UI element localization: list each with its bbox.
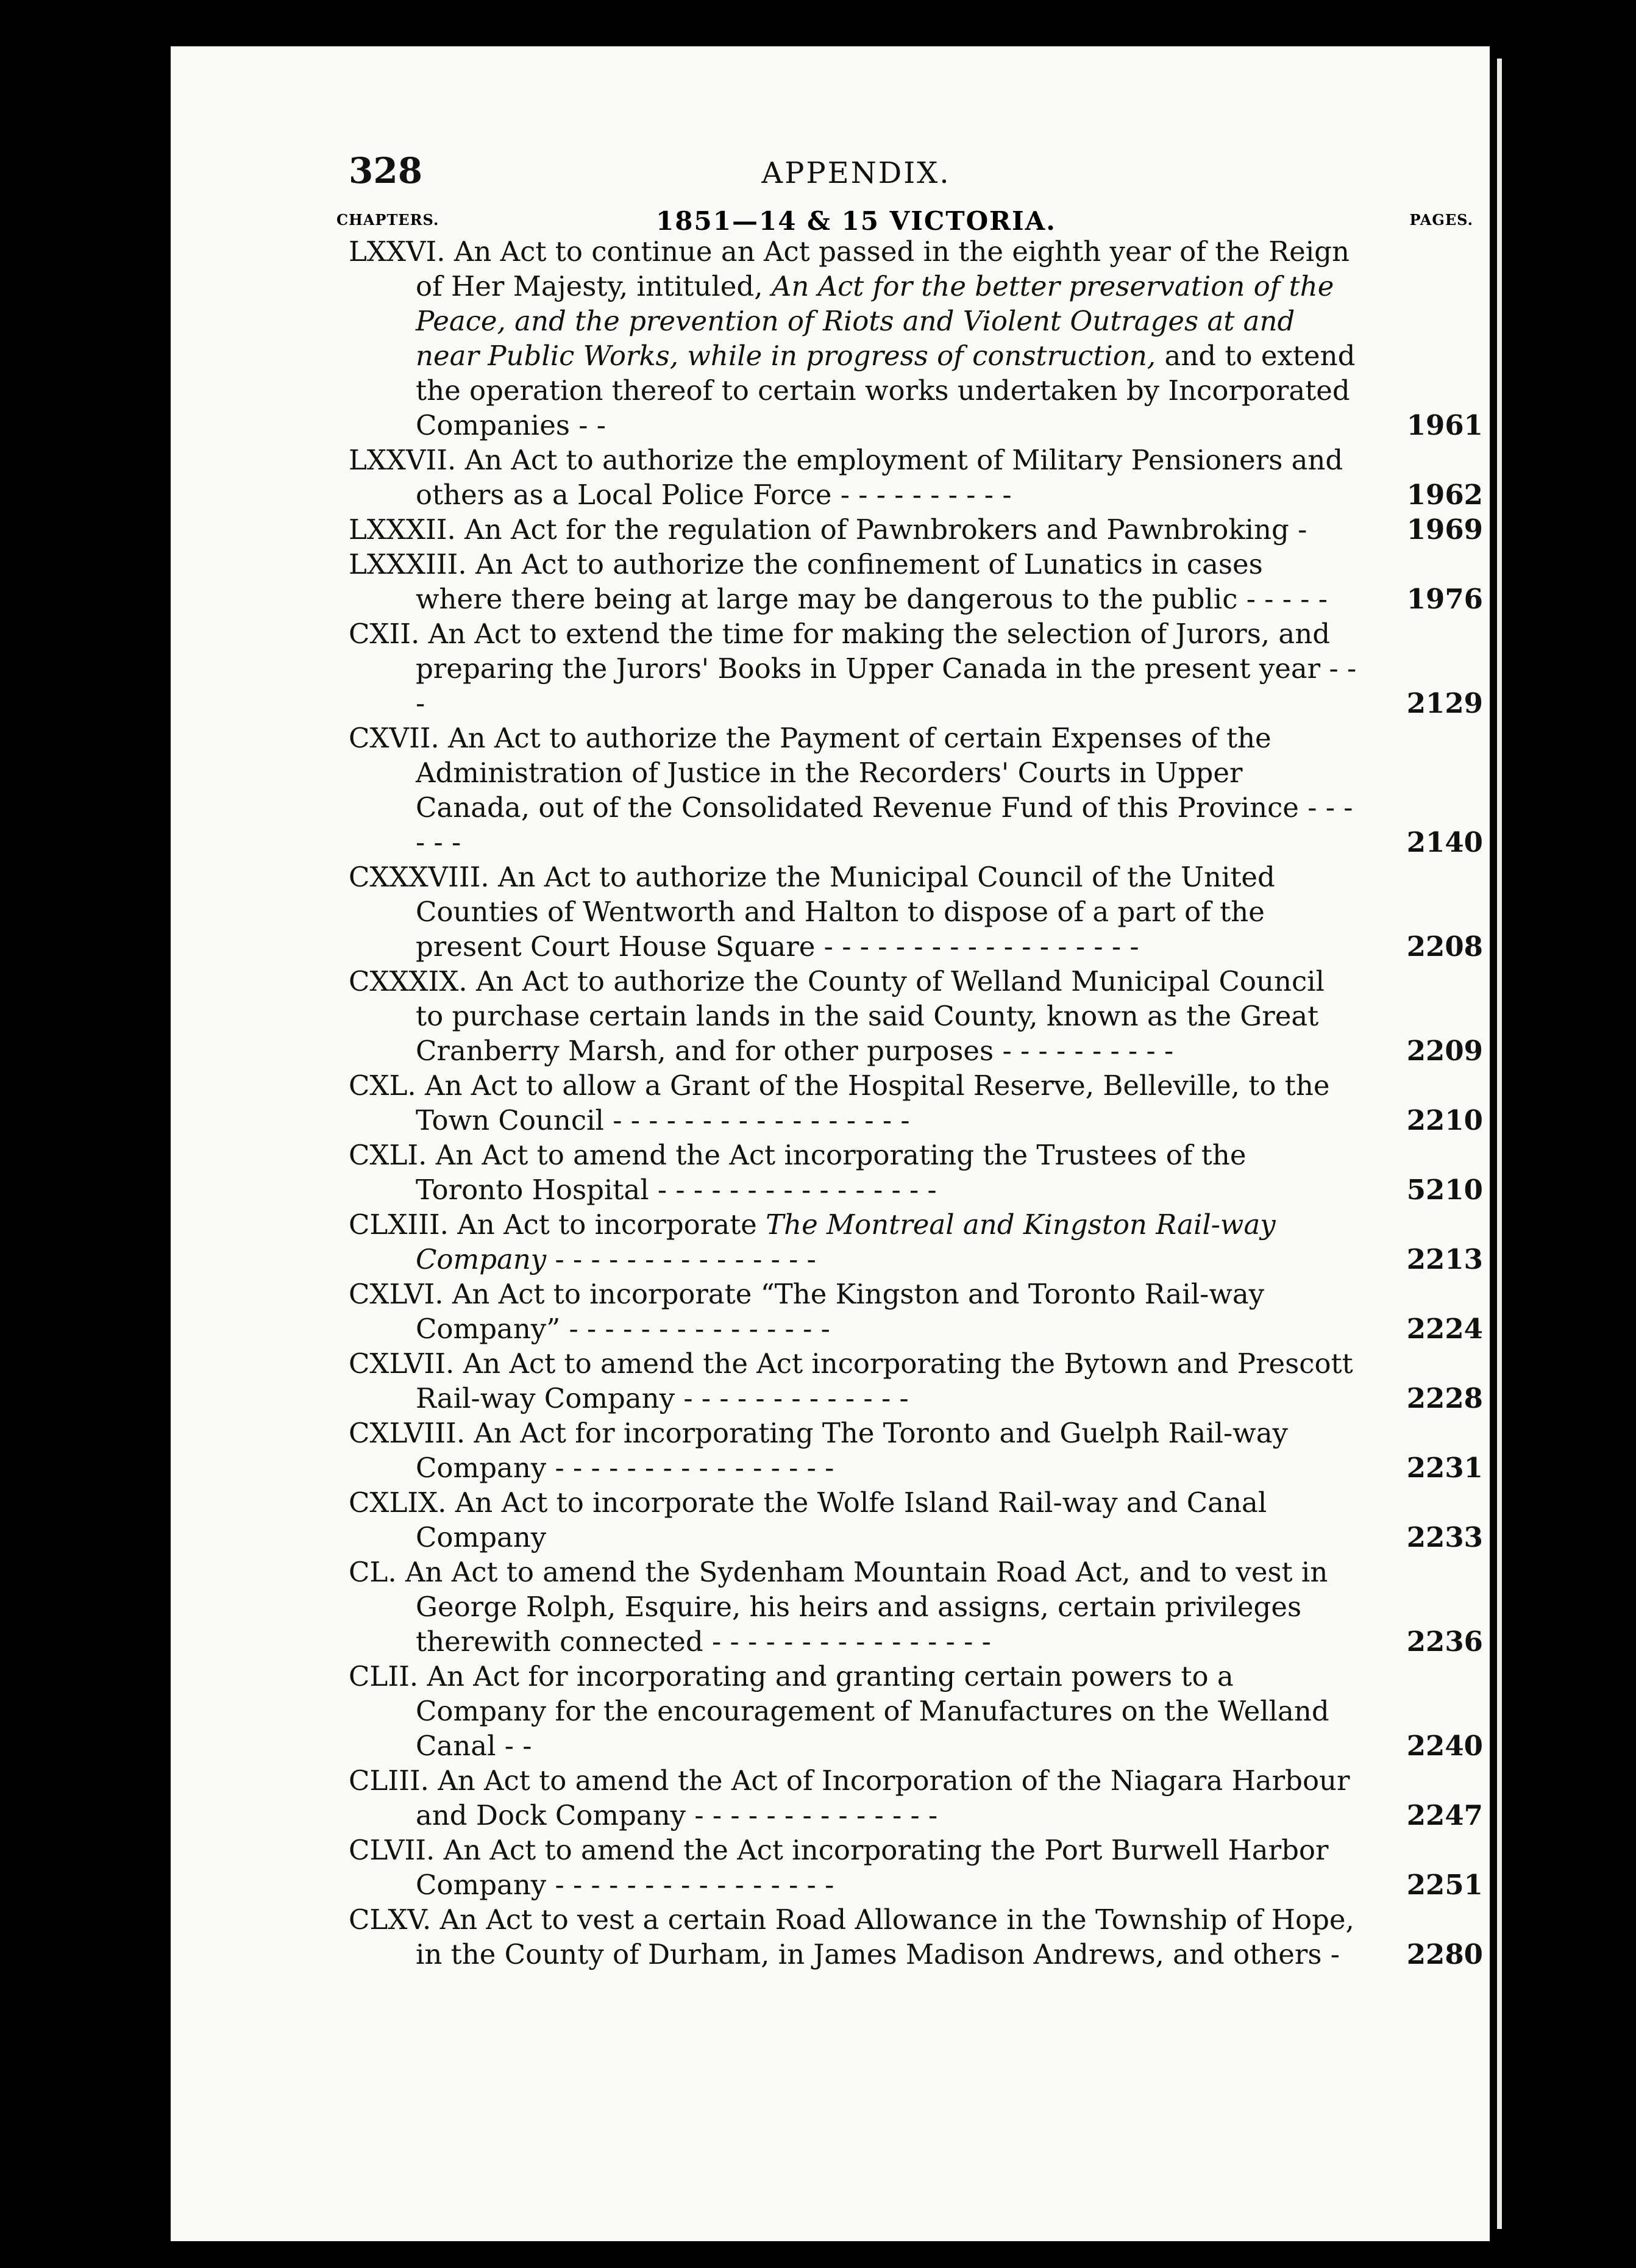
- act-title: An Act to incorporate the Wolfe Island Rail-way and Canal Company: [416, 1486, 1267, 1553]
- page-reference: 2251: [1406, 1869, 1483, 1901]
- page-reference: 1962: [1406, 479, 1483, 511]
- chapter-number: LXXVII.: [349, 444, 457, 476]
- act-title: An Act to vest a certain Road Allowance in the Township of Hope, in the County of Durham, in James Madison Andrews, and others -: [416, 1903, 1354, 1970]
- page-edge: [1497, 59, 1502, 2229]
- act-title: An Act to amend the Act incorporating the Bytown and Prescott Rail-way Company - - - - - - - - - - - - -: [416, 1347, 1353, 1414]
- act-title: An Act to authorize the confinement of Lunatics in cases where there being at large may be dangerous to the public - - - - -: [416, 548, 1328, 615]
- page-reference: 2228: [1406, 1382, 1483, 1414]
- act-entry: [349, 1833, 1483, 1902]
- act-title: An Act to authorize the employment of Military Pensioners and others as a Local Police Force - - - - - - - - - -: [416, 444, 1343, 511]
- chapter-number: CXII.: [349, 618, 420, 650]
- page-reference: 5210: [1406, 1174, 1483, 1206]
- act-title: An Act to incorporate: [457, 1208, 766, 1241]
- act-title-italic: The Montreal and Kingston Rail-way Company: [416, 1208, 1276, 1275]
- act-title: An Act to authorize the Municipal Council of the United Counties of Wentworth and Halton to dispose of a part of the present Court House Square - - - - - - - - - - - - - - - - - -: [416, 861, 1275, 963]
- chapter-number: CXLI.: [349, 1139, 427, 1171]
- chapter-number: CL.: [349, 1556, 397, 1588]
- chapter-number: CXXXVIII.: [349, 861, 489, 893]
- page-reference: 2129: [1406, 687, 1483, 719]
- act-entry: [349, 1346, 1483, 1416]
- page-reference: 2209: [1406, 1035, 1483, 1067]
- column-headings: [336, 206, 1473, 236]
- page-reference: 2140: [1406, 826, 1483, 858]
- pages-label: PAGES.: [1409, 211, 1473, 229]
- page-reference: 1961: [1406, 409, 1483, 441]
- chapter-number: CXLVII.: [349, 1347, 455, 1380]
- act-entry: [349, 1068, 1483, 1138]
- act-entry: [349, 1485, 1483, 1555]
- page-reference: 2213: [1406, 1243, 1483, 1275]
- acts-list: [349, 234, 1483, 1972]
- act-title: An Act to extend the time for making the selection of Jurors, and preparing the Jurors' Books in Upper Canada in the present year - - -: [416, 618, 1357, 719]
- chapter-number: CLXV.: [349, 1903, 432, 1936]
- act-entry: [349, 1555, 1483, 1659]
- chapters-label: CHAPTERS.: [336, 211, 439, 229]
- page-reference: 2224: [1406, 1313, 1483, 1345]
- page-reference: 2231: [1406, 1452, 1483, 1484]
- page-header: [349, 150, 1364, 206]
- chapter-number: CXXXIX.: [349, 965, 468, 997]
- chapter-number: CXLVI.: [349, 1278, 444, 1310]
- page-content: [336, 150, 1483, 1972]
- chapter-number: LXXXIII.: [349, 548, 467, 580]
- chapter-number: LXXXII.: [349, 513, 456, 546]
- act-title: An Act for incorporating and granting certain powers to a Company for the encouragement of Manufactures on the Welland Canal - -: [416, 1660, 1329, 1762]
- page-reference: 2280: [1406, 1938, 1483, 1970]
- page-reference: 2210: [1406, 1104, 1483, 1136]
- act-entry: [349, 1416, 1483, 1485]
- act-entry: [349, 1277, 1483, 1346]
- act-entry: [349, 721, 1483, 860]
- act-title: An Act to authorize the Payment of certain Expenses of the Administration of Justice in the Recorders' Courts in Upper Canada, out of the Consolidated Revenue Fund of this Province - - - - - -: [416, 722, 1353, 858]
- page-reference: 1976: [1406, 583, 1483, 615]
- chapter-number: CLVII.: [349, 1834, 435, 1866]
- chapter-number: CXL.: [349, 1069, 416, 1102]
- act-title: An Act to amend the Act incorporating the Trustees of the Toronto Hospital - - - - - - - - - - - - - - - -: [416, 1139, 1247, 1206]
- act-title: An Act for incorporating The Toronto and Guelph Rail-way Company - - - - - - - - - - - - - - - -: [416, 1417, 1288, 1484]
- act-entry: [349, 964, 1483, 1068]
- act-entry: [349, 1207, 1483, 1277]
- chapter-number: CXLIX.: [349, 1486, 447, 1519]
- chapter-number: CLXIII.: [349, 1208, 449, 1241]
- act-title: An Act to incorporate “The Kingston and Toronto Rail-way Company” - - - - - - - - - - - - - - -: [416, 1278, 1265, 1345]
- page-reference: 2240: [1406, 1730, 1483, 1762]
- act-entry: [349, 1902, 1483, 1972]
- act-title-continued: - - - - - - - - - - - - - - -: [546, 1243, 816, 1275]
- chapter-number: CLIII.: [349, 1764, 429, 1797]
- act-entry: [349, 547, 1483, 616]
- act-entry: [349, 1763, 1483, 1833]
- act-title-continued: and to extend the operation thereof to certain works undertaken by Incorporated Companies - -: [416, 340, 1356, 441]
- page-reference: 2233: [1406, 1521, 1483, 1553]
- page-reference: 2247: [1406, 1799, 1483, 1831]
- act-entry: [349, 512, 1483, 547]
- page-reference: 2236: [1406, 1625, 1483, 1658]
- act-title-italic: An Act for the better preservation of the Peace, and the prevention of Riots and Violent Outrages at and near Public Works, while in progress of construction,: [416, 270, 1334, 372]
- running-title: APPENDIX.: [761, 156, 951, 190]
- chapter-number: CLII.: [349, 1660, 419, 1692]
- page-number: 328: [349, 150, 423, 191]
- act-entry: [349, 616, 1483, 721]
- act-title: An Act to amend the Act of Incorporation of the Niagara Harbour and Dock Company - - - - - - - - - - - - - -: [416, 1764, 1350, 1831]
- page-reference: 2208: [1406, 930, 1483, 963]
- act-entry: [349, 1659, 1483, 1763]
- act-title: An Act to allow a Grant of the Hospital Reserve, Belleville, to the Town Council - - - - - - - - - - - - - - - - -: [416, 1069, 1330, 1136]
- year-line: 1851—14 & 15 VICTORIA.: [656, 206, 1056, 236]
- act-entry: [349, 1138, 1483, 1207]
- act-title: An Act for the regulation of Pawnbrokers and Pawnbroking -: [464, 513, 1307, 546]
- act-entry: [349, 443, 1483, 512]
- act-entry: [349, 234, 1483, 443]
- chapter-number: LXXVI.: [349, 235, 446, 268]
- page-reference: 1969: [1406, 513, 1483, 546]
- act-title: An Act to continue an Act passed in the eighth year of the Reign of Her Majesty, intituled,: [416, 235, 1350, 302]
- act-entry: [349, 860, 1483, 964]
- chapter-number: CXLVIII.: [349, 1417, 466, 1449]
- act-title: An Act to amend the Act incorporating the Port Burwell Harbor Company - - - - - - - - - - - - - - - -: [416, 1834, 1329, 1901]
- act-title: An Act to authorize the County of Welland Municipal Council to purchase certain lands in the said County, known as the Great Cranberry Marsh, and for other purposes - - - - - - - - - -: [416, 965, 1325, 1067]
- act-title: An Act to amend the Sydenham Mountain Road Act, and to vest in George Rolph, Esquire, his heirs and assigns, certain privileges therewith connected - - - - - - - - - - - - - - - -: [405, 1556, 1328, 1658]
- chapter-number: CXVII.: [349, 722, 439, 754]
